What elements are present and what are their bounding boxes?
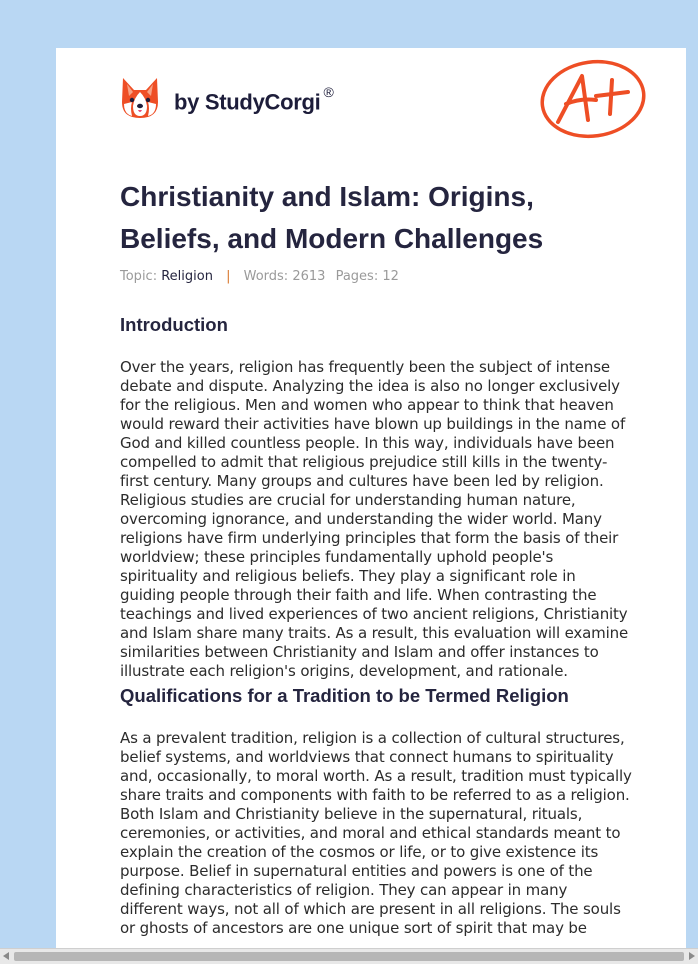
horizontal-scrollbar[interactable] (0, 948, 698, 964)
corgi-icon (120, 76, 160, 120)
scrollbar-thumb[interactable] (14, 952, 684, 961)
section-heading-qualifications: Qualifications for a Tradition to be Termed Religion (120, 685, 569, 706)
pages-label: Pages: (335, 269, 379, 284)
pages-count: 12 (382, 269, 399, 284)
document-meta (120, 269, 399, 284)
words-label: Words: (243, 269, 289, 284)
meta-separator: | (226, 269, 231, 284)
document-page (56, 48, 686, 964)
topic-link[interactable]: Religion (161, 269, 213, 284)
section-heading-introduction: Introduction (120, 314, 228, 335)
a-plus-grade-icon (538, 58, 648, 140)
words-count: 2613 (292, 269, 326, 284)
scroll-left-arrow-icon[interactable] (3, 952, 9, 960)
section-text-introduction: Over the years, religion has frequently been the subject of intense debate and dispute. Analyzing the idea is also no longer exclusively for the religious. Men and women who appear to think that heaven would reward their activities have blown up buildings in the name of God and killed countless people. In this way, individuals have been compelled to admit that religious prejudice still kills in the twenty-first century. Many groups and cultures have been led by religion. Religious studies are crucial for understanding human nature, overcoming ignorance, and understanding the wider world. Many religions have firm underlying principles that form the basis of their worldview; these principles fundamentally uphold people's spirituality and religious beliefs. They play a significant role in guiding people through their faith and life. When contrasting the teachings and lived experiences of two ancient religions, Christianity and Islam share many traits. As a result, this evaluation will examine similarities between Christianity and Islam and offer instances to illustrate each religion's origins, development, and rationale. (120, 358, 629, 680)
brand-name: by StudyCorgi ® (174, 84, 334, 115)
document-title: Christianity and Islam: Origins, Beliefs, and Modern Challenges (120, 181, 544, 254)
scroll-right-arrow-icon[interactable] (689, 952, 695, 960)
grade-badge (538, 58, 648, 144)
section-text-qualifications: As a prevalent tradition, religion is a collection of cultural structures, belief systems, and worldviews that connect humans to spirituality and, occasionally, to moral worth. As a result, tradition must typically share traits and components with faith to be referred to as a religion. Both Islam and Christianity believe in the supernatural, rituals, ceremonies, or activities, and moral and ethical standards meant to explain the creation of the cosmos or life, or to give existence its purpose. Belief in supernatural entities and powers is one of the defining characteristics of religion. They can appear in many different ways, not all of which are present in all religions. The souls or ghosts of ancestors are one unique sort of spirit that may be (120, 729, 632, 937)
document-body (120, 312, 632, 938)
studycorgi-logo[interactable] (120, 76, 333, 120)
topic-label: Topic: (120, 269, 158, 284)
